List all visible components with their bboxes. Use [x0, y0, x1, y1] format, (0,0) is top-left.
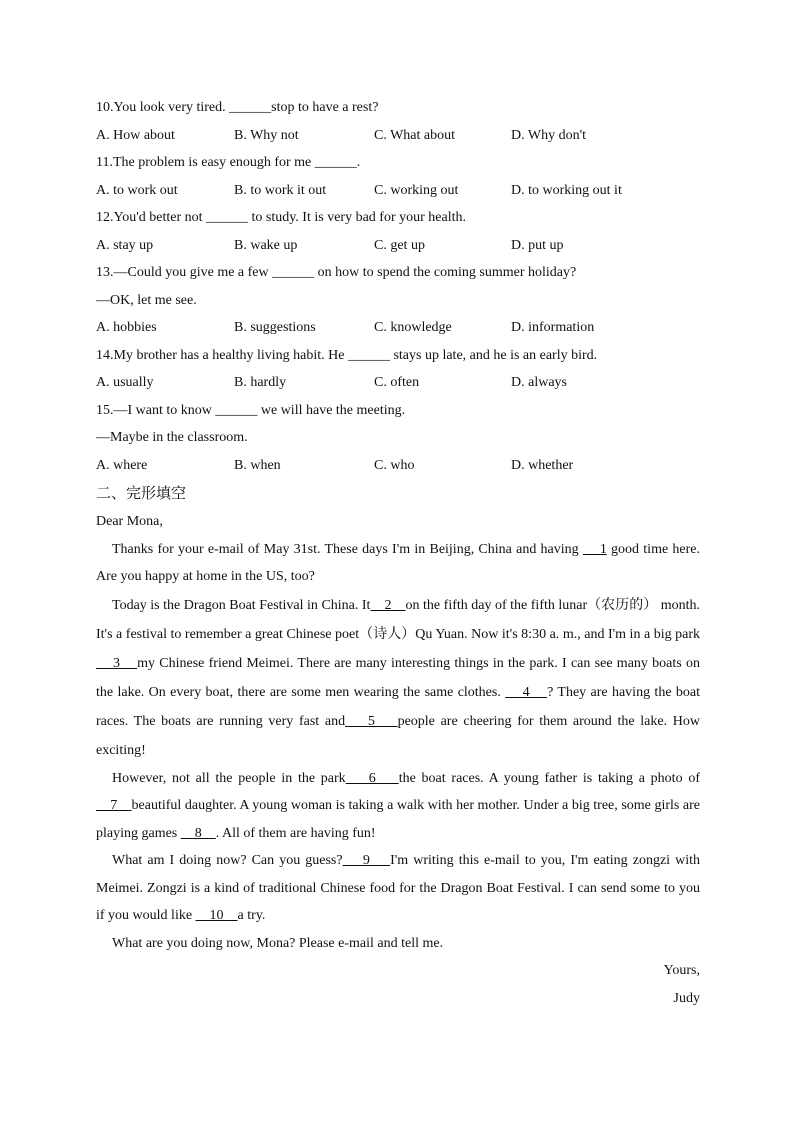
- question-12: [96, 204, 700, 259]
- option-b: B. to work it out: [234, 182, 327, 198]
- option-d: D. whether: [511, 457, 574, 473]
- blank-8: 8: [180, 825, 216, 841]
- blank-5: 5: [345, 713, 398, 729]
- option-a: A. hobbies: [96, 320, 157, 335]
- option-d: D. to working out it: [511, 182, 622, 198]
- blank-4: 4: [505, 684, 548, 700]
- question-11: [96, 149, 700, 204]
- option-c: C. knowledge: [374, 320, 452, 335]
- letter-paragraph-3: However, not all the people in the park 6 the boat races. A young father is taking a photo of 7 beautiful daughter. A young woman is taking a walk with her mother. Under a big tree, some girls are playing games 8 . All of them are having fun!: [96, 770, 701, 841]
- option-b: B. hardly: [234, 375, 287, 390]
- question-14: [96, 342, 700, 397]
- option-a: A. to work out: [96, 182, 178, 198]
- letter-greeting: Dear Mona,: [96, 514, 163, 529]
- option-d: D. information: [511, 320, 595, 335]
- option-c: C. get up: [374, 237, 425, 253]
- question-15: [96, 397, 700, 480]
- option-a: A. usually: [96, 375, 154, 390]
- question-13: [96, 259, 700, 342]
- blank-2: 2: [370, 597, 406, 613]
- question-stem: 11.The problem is easy enough for me ______.: [96, 155, 361, 170]
- answer-options: [96, 369, 700, 397]
- blank-1: 1: [582, 541, 607, 557]
- option-c: C. What about: [374, 127, 456, 143]
- question-stem: 14.My brother has a healthy living habit. He ______ stays up late, and he is an early bird.: [96, 347, 598, 363]
- question-response: —OK, let me see.: [96, 292, 197, 308]
- option-c: C. working out: [374, 182, 459, 198]
- answer-options: [96, 177, 700, 205]
- option-b: B. suggestions: [234, 320, 316, 335]
- option-a: A. How about: [96, 127, 175, 143]
- option-d: D. Why don't: [511, 127, 586, 143]
- answer-options: [96, 314, 700, 342]
- option-b: B. wake up: [234, 237, 298, 253]
- letter-paragraph-4: What am I doing now? Can you guess? 9 I'm writing this e-mail to you, I'm eating zongzi with Meimei. Zongzi is a kind of traditional Chinese food for the Dragon Boat Festival. I can send some to you if you would like 10 a try.: [96, 853, 700, 923]
- worksheet-page: [96, 94, 700, 1012]
- option-b: B. Why not: [234, 127, 299, 143]
- option-c: C. who: [374, 457, 415, 473]
- question-10: [96, 94, 700, 149]
- letter-paragraph-1: Thanks for your e-mail of May 31st. These days I'm in Beijing, China and having 1 good time here. Are you happy at home in the US, too?: [96, 541, 700, 584]
- blank-3: 3: [96, 655, 138, 671]
- blank-7: 7: [96, 798, 132, 813]
- question-stem: 10.You look very tired. ______stop to have a rest?: [96, 100, 379, 115]
- option-c: C. often: [374, 375, 420, 390]
- letter-signature: Judy: [673, 990, 700, 1006]
- section-title: 二、完形填空: [96, 484, 187, 502]
- question-response: —Maybe in the classroom.: [96, 430, 248, 445]
- blank-6: 6: [345, 770, 399, 786]
- answer-options: [96, 452, 700, 480]
- blank-9: 9: [342, 853, 391, 868]
- question-stem: 12.You'd better not ______ to study. It is very bad for your health.: [96, 210, 466, 225]
- question-stem: 15.—I want to know ______ we will have the meeting.: [96, 402, 406, 418]
- letter-paragraph-5: What are you doing now, Mona? Please e-mail and tell me.: [112, 935, 444, 951]
- option-a: A. where: [96, 457, 148, 473]
- blank-10: 10: [195, 908, 238, 923]
- option-d: D. always: [511, 375, 567, 390]
- letter: [96, 508, 700, 1012]
- letter-paragraph-2: Today is the Dragon Boat Festival in China. It 2 on the fifth day of the fifth lunar（农历的） month. It's a festival to remember a great Chinese poet（诗人）Qu Yuan. Now it's 8:30 a. m., and I'm in a big park 3 my Chinese friend Meimei. There are many interesting things in the park. I can see many boats on the lake. On every boat, there are some men wearing the same clothes. 4 ? They are having the boat races. The boats are running very fast and 5 people are cheering for them around the lake. How exciting!: [96, 597, 701, 758]
- option-d: D. put up: [511, 237, 564, 253]
- answer-options: [96, 122, 700, 150]
- option-a: A. stay up: [96, 237, 154, 253]
- option-b: B. when: [234, 457, 281, 473]
- answer-options: [96, 232, 700, 260]
- question-stem: 13.—Could you give me a few ______ on how to spend the coming summer holiday?: [96, 265, 577, 280]
- letter-closing: Yours,: [663, 963, 700, 978]
